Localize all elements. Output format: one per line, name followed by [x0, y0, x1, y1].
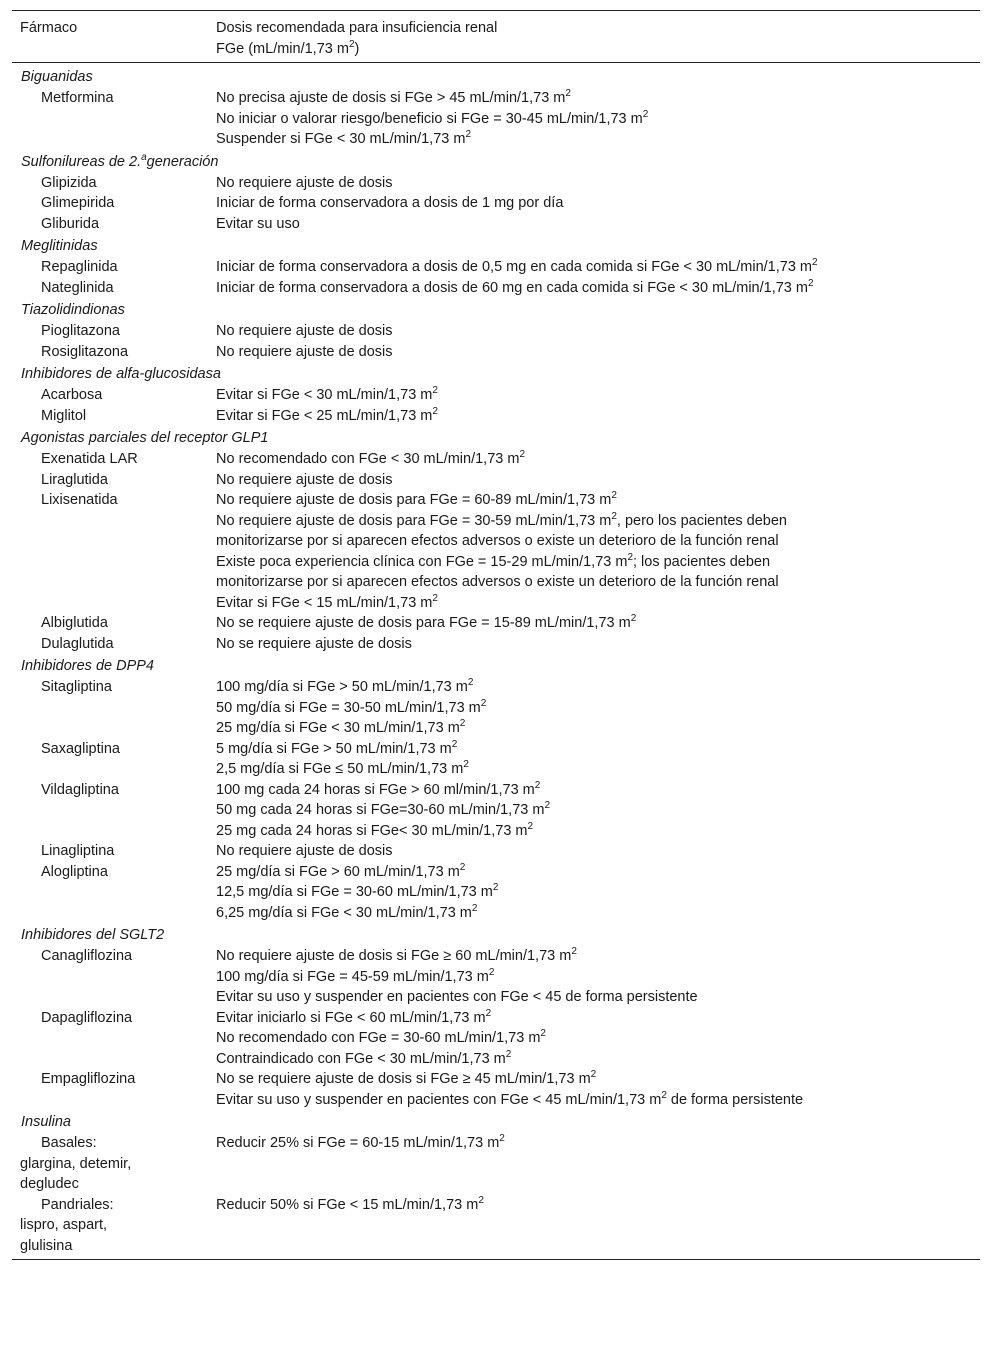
dose-cell: No requiere ajuste de dosis — [216, 174, 393, 191]
group-row: Inhibidores del SGLT2 — [21, 927, 165, 943]
drug-name: Pioglitazona — [41, 323, 120, 339]
table-row — [12, 214, 980, 235]
drug-name: Alogliptina — [41, 863, 108, 880]
dose-cell: Evitar su uso — [216, 215, 300, 232]
table-row — [12, 193, 980, 214]
dose-cell: Evitar iniciarlo si FGe < 60 mL/min/1,73 $m^2$ No recomendado con FGe = 30-60 mL/min/1,73 $m^2$ Contraindicado con FGe < 30 mL/min/1,73 $m^2$ — [216, 1007, 546, 1067]
table-row — [12, 780, 980, 842]
drug-name: Glimepirida — [41, 195, 115, 211]
table-row — [12, 677, 980, 739]
dose-cell: 100 mg cada 24 horas si FGe > 60 ml/min/1,73 $m^2$ 50 mg cada 24 horas si FGe=30-60 mL/min/1,73 $m^2$ 25 mg cada 24 horas si FGe< 30 mL/min/1,73 $m^2$ — [216, 779, 550, 839]
table-row — [12, 406, 980, 427]
renal-dosing-table — [12, 10, 980, 1260]
dose-cell: Reducir 50% si FGe < 15 mL/min/1,73 $m^2$ — [206, 1195, 980, 1260]
table-row — [12, 841, 980, 862]
table-row — [12, 1069, 980, 1110]
drug-name: Repaglinida — [41, 259, 118, 275]
drug-name: Sitagliptina — [41, 679, 112, 695]
drug-name: Albiglutida — [41, 615, 108, 631]
dose-cell: Reducir 25% si FGe = 60-15 mL/min/1,73 $m^2$ — [216, 1133, 505, 1151]
table-row — [12, 321, 980, 342]
drug-name: Exenatida LAR — [41, 451, 138, 467]
table-row — [12, 257, 980, 278]
dose-cell: Evitar si FGe < 25 mL/min/1,73 $m^2$ — [216, 405, 438, 424]
drug-name: Saxagliptina — [41, 740, 120, 757]
group-row: Meglitinidas — [21, 238, 98, 254]
group-row: Inhibidores de DPP4 — [21, 658, 154, 674]
table-row — [12, 1195, 980, 1260]
table-row — [12, 1133, 980, 1195]
table-row — [12, 862, 980, 924]
drug-name: Gliburida — [41, 215, 100, 232]
dose-cell: No se requiere ajuste de dosis — [216, 635, 412, 652]
dose-cell: No requiere ajuste de dosis — [216, 343, 393, 360]
group-row: Inhibidores de alfa-glucosidasa — [21, 366, 221, 382]
table-row — [12, 342, 980, 363]
drug-name: Linagliptina — [41, 843, 115, 859]
table-row — [12, 946, 980, 1008]
drug-name: Acarbosa — [41, 387, 103, 403]
table-row — [12, 613, 980, 634]
group-row: Biguanidas — [21, 69, 93, 85]
drug-name: Basales: glargina, detemir, degludec — [20, 1135, 132, 1192]
table-row — [12, 88, 980, 150]
drug-name: Glipizida — [41, 174, 97, 191]
drug-name: Vildagliptina — [41, 781, 119, 798]
dose-cell: Iniciar de forma conservadora a dosis de 1 mg por día — [216, 195, 564, 211]
dose-cell: No requiere ajuste de dosis — [216, 471, 393, 488]
table-row — [12, 449, 980, 470]
dose-cell: No recomendado con FGe < 30 mL/min/1,73 $m^2$ — [216, 449, 526, 467]
drug-name: Metformina — [41, 90, 114, 106]
group-row: Insulina — [21, 1114, 71, 1130]
drug-name: Rosiglitazona — [41, 343, 129, 360]
drug-name: Dapagliflozina — [41, 1009, 133, 1026]
table-row — [12, 470, 980, 491]
table-row — [12, 278, 980, 299]
dose-cell: Iniciar de forma conservadora a dosis de 0,5 mg en cada comida si FGe < 30 mL/min/1,73 $m^2$ — [216, 257, 818, 275]
table-row — [12, 739, 980, 780]
table-row — [12, 385, 980, 406]
table-row — [12, 634, 980, 655]
table-row — [12, 173, 980, 194]
drug-name: Dulaglutida — [41, 635, 114, 652]
dose-cell: Iniciar de forma conservadora a dosis de 60 mg en cada comida si FGe < 30 mL/min/1,73 $m^2$ — [216, 277, 814, 296]
header-col-dose: Dosis recomendada para insuficiencia renal FGe (mL/min/1,73 $m^2$) — [206, 11, 980, 63]
drug-name: Pandriales: lispro, aspart, glulisina — [12, 1195, 206, 1260]
group-row: Tiazolidindionas — [21, 302, 125, 318]
drug-name: Lixisenatida — [41, 492, 118, 508]
dose-cell: No requiere ajuste de dosis para FGe = 60-89 mL/min/1,73 $m^2$ No requiere ajuste de dosis para FGe = 30-59 mL/min/1,73 $m^2$, pero los pacientes deben monitorizarse por si aparecen efectos adversos o existe un deterioro de la función renal Existe poca experiencia clínica con FGe = 15-29 mL/min/1,73 $m^2$; los pacientes deben monitorizarse por si aparecen efectos adversos o existe un deterioro de la función renal Evitar si FGe < 15 mL/min/1,73 $m^2$ — [216, 490, 787, 611]
table-header-row — [12, 11, 980, 63]
dose-cell: 5 mg/día si FGe > 50 mL/min/1,73 $m^2$ 2,5 mg/día si FGe ≤ 50 mL/min/1,73 $m^2$ — [216, 738, 469, 777]
dose-cell: No requiere ajuste de dosis — [216, 843, 393, 859]
table-row — [12, 490, 980, 613]
dose-cell: 100 mg/día si FGe > 50 mL/min/1,73 $m^2$ 50 mg/día si FGe = 30-50 mL/min/1,73 $m^2$ 25 mg/día si FGe < 30 mL/min/1,73 $m^2$ — [216, 677, 487, 736]
drug-name: Canagliflozina — [41, 948, 133, 964]
drug-name: Nateglinida — [41, 279, 114, 296]
dose-cell: No se requiere ajuste de dosis para FGe = 15-89 mL/min/1,73 $m^2$ — [216, 613, 637, 631]
group-row: Sulfonilureas de 2.$^a$generación — [21, 151, 219, 170]
dose-cell: No requiere ajuste de dosis — [216, 323, 393, 339]
dose-cell: 25 mg/día si FGe > 60 mL/min/1,73 $m^2$ 12,5 mg/día si FGe = 30-60 mL/min/1,73 $m^2$ 6,25 mg/día si FGe < 30 mL/min/1,73 $m^2$ — [216, 861, 499, 921]
dose-cell: No precisa ajuste de dosis si FGe > 45 mL/min/1,73 $m^2$ No iniciar o valorar riesgo/beneficio si FGe = 30-45 mL/min/1,73 $m^2$ Suspender si FGe < 30 mL/min/1,73 $m^2$ — [216, 88, 649, 147]
header-col-drug: Fármaco — [12, 11, 206, 63]
dose-cell: No requiere ajuste de dosis si FGe ≥ 60 mL/min/1,73 $m^2$ 100 mg/día si FGe = 45-59 mL/min/1,73 $m^2$ Evitar su uso y suspender en pacientes con FGe < 45 de forma persistente — [216, 946, 698, 1005]
drug-name: Empagliflozina — [41, 1071, 136, 1087]
table-row — [12, 1008, 980, 1070]
dose-cell: No se requiere ajuste de dosis si FGe ≥ 45 mL/min/1,73 $m^2$ Evitar su uso y suspender en pacientes con FGe < 45 mL/min/1,73 $m^2$ de forma persistente — [216, 1069, 804, 1108]
group-row: Agonistas parciales del receptor GLP1 — [21, 430, 269, 446]
drug-name: Liraglutida — [41, 471, 108, 488]
dose-cell: Evitar si FGe < 30 mL/min/1,73 $m^2$ — [216, 385, 438, 403]
drug-name: Miglitol — [41, 407, 87, 424]
